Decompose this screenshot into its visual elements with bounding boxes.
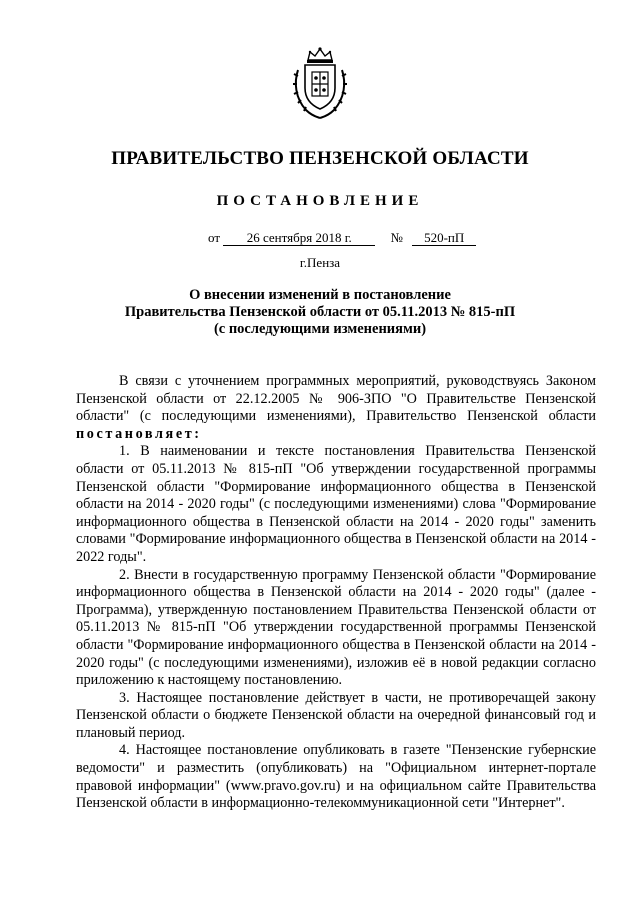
subject-line: Правительства Пензенской области от 05.11.2013 № 815-пП — [124, 304, 516, 320]
intro-paragraph — [76, 373, 596, 443]
paragraph-item: 4. Настоящее постановление опубликовать в газете "Пензенские губернские ведомости" и разместить (опубликовать) на "Официальном интернет-портале правовой информации" (www.pravo.gov.ru) и на официальном сайте Правительства Пензенской области в информационно-телекоммуникационной сети "Интернет". — [76, 742, 596, 812]
city: г.Пенза — [299, 255, 341, 270]
paragraph-item: 1. В наименовании и тексте постановления Правительства Пензенской области от 05.11.2013 № 815-пП "Об утверждении государственной программы Пензенской области "Формирование информационного общества в Пензенской области на 2014 - 2020 годы" (с последующими изменениями) слова "Формирование информационного общества в Пензенской области на 2014 - 2020 годы" заменить словами "Формирование информационного общества в Пензенской области на 2014 - 2022 годы". — [76, 443, 596, 565]
document-type: ПОСТАНОВЛЕНИЕ — [216, 193, 424, 209]
paragraph-item: 3. Настоящее постановление действует в части, не противоречащей закону Пензенской области о бюджете Пензенской области на очередной финансовый год и плановый период. — [76, 689, 596, 741]
number-sign: № — [390, 230, 403, 245]
document-subject — [0, 287, 640, 338]
subject-line: О внесении изменений в постановление — [189, 287, 451, 303]
document-body — [76, 373, 596, 813]
document-date: 26 сентября 2018 г. — [223, 231, 375, 246]
paragraph-item: 2. Внести в государственную программу Пензенской области "Формирование информационного общества в Пензенской области на 2014 - 2020 годы" (далее - Программа), утвержденную постановлением Правительства Пензенской области от 05.11.2013 № 815-пП "Об утверждении государственной программы Пензенской области "Формирование информационного общества в Пензенской области на 2014 - 2020 годы" (с последующими изменениями), изложив её в новой редакции согласно приложению к настоящему постановлению. — [76, 566, 596, 689]
organization-title: ПРАВИТЕЛЬСТВО ПЕНЗЕНСКОЙ ОБЛАСТИ — [111, 148, 529, 169]
subject-line: (с последующими изменениями) — [213, 321, 427, 337]
date-prefix: от — [208, 230, 221, 245]
intro-text: В связи с уточнением программных мероприятий, руководствуясь Законом Пензенской области от 22.12.2005 № 906-ЗПО "О Правительстве Пензенской области" (с последующими изменениями), Правительство Пензенской области — [76, 373, 596, 425]
document-number: 520-пП — [412, 231, 476, 246]
coat-of-arms-icon — [290, 46, 350, 120]
date-number-line — [208, 230, 476, 246]
resolves-word: постановляет: — [76, 425, 202, 442]
